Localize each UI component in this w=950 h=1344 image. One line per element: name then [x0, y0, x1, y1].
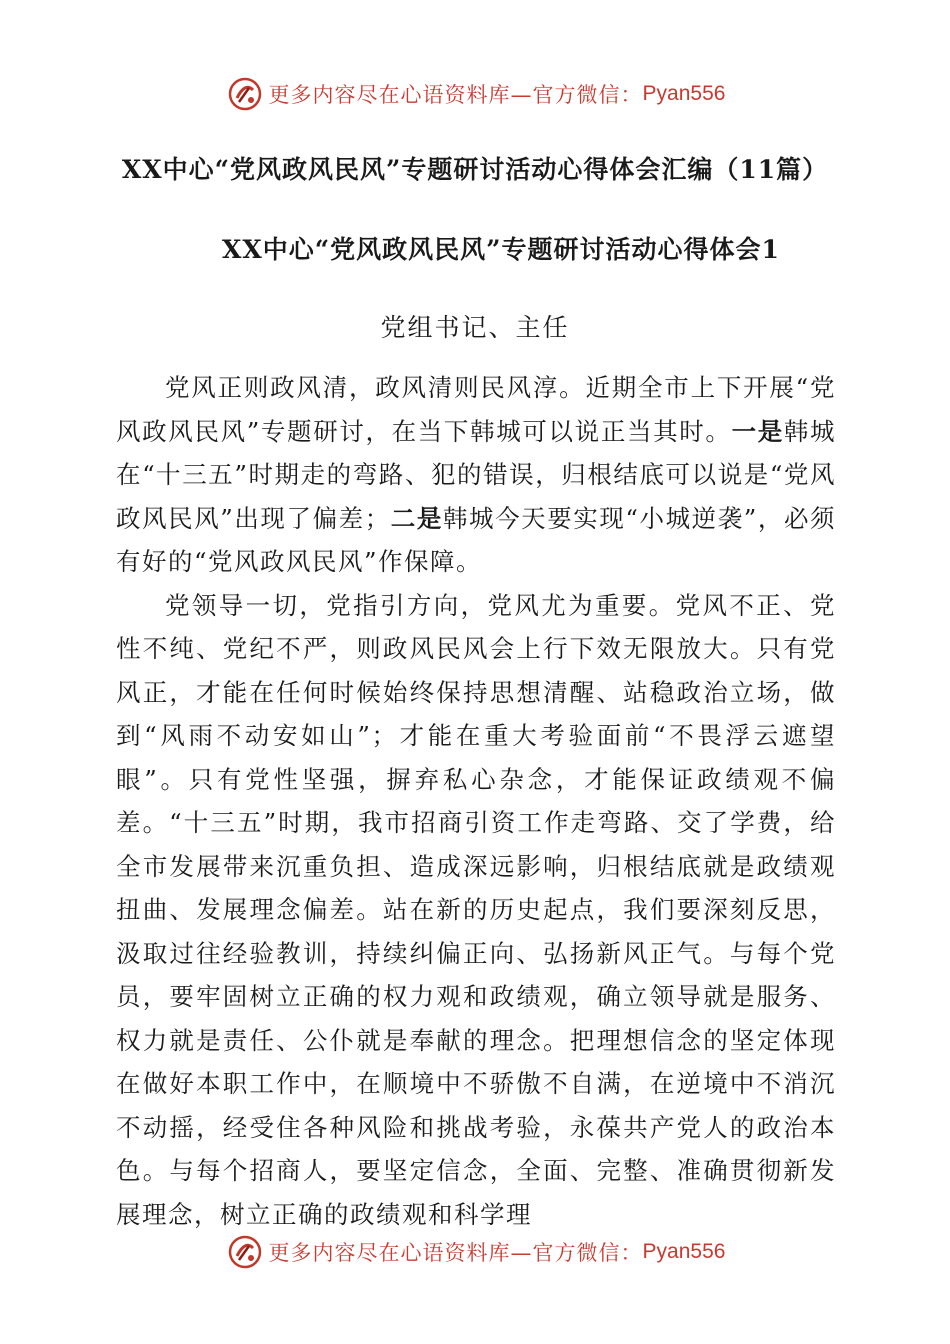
- document-author: 党组书记、主任: [380, 313, 570, 342]
- brand-logo-icon: [225, 1232, 265, 1272]
- paragraph-1-text-a: 党风正则政风清，政风清则民风淳。近期全市上下开展“党风政风民风”专题研讨，在当下韩城可以说正当其时。: [116, 373, 836, 446]
- document-sub-title: XX中心“党风政风民风”专题研讨活动心得体会1: [222, 235, 780, 264]
- paragraph-2: 党领导一切，党指引方向，党风尤为重要。党风不正、党性不纯、党纪不严，则政风民风会上行下效无限放大。只有党风正，才能在任何时候始终保持思想清醒、站稳政治立场，做到“风雨不动安如山”；才能在重大考验面前“不畏浮云遮望眼”。只有党性坚强，摒弃私心杂念，才能保证政绩观不偏差。“十三五”时期，我市招商引资工作走弯路、交了学费，给全市发展带来沉重负担、造成深远影响，归根结底就是政绩观扭曲、发展理念偏差。站在新的历史起点，我们要深刻反思，汲取过往经验教训，持续纠偏正向、弘扬新风正气。与每个党员，要牢固树立正确的权力观和政绩观，确立领导就是服务、权力就是责任、公仆就是奉献的理念。把理想信念的坚定体现在做好本职工作中，在顺境中不骄傲不自满，在逆境中不消沉不动摇，经受住各种风险和挑战考验，永葆共产党人的政治本色。与每个招商人，要坚定信念，全面、完整、准确贯彻新发展理念，树立正确的政绩观和科学理: [116, 590, 836, 1229]
- paragraph-1-bold-2: 二是: [390, 503, 443, 533]
- brand-logo-icon: [225, 74, 265, 114]
- banner-text: 更多内容尽在心语资料库: [268, 1241, 511, 1265]
- paragraph-1-text-d: 韩城今天要实现“小城逆袭”，必须有好的“党风政风民风”作保障。: [116, 503, 837, 576]
- banner-dash: —: [510, 1241, 533, 1265]
- banner-dash: —: [510, 83, 533, 107]
- banner-wechat-label: 官方微信：: [532, 1241, 643, 1265]
- banner-wechat-id: Pyan556: [642, 82, 726, 105]
- banner-text: 更多内容尽在心语资料库: [268, 83, 511, 107]
- document-main-title: XX中心“党风政风民风”专题研讨活动心得体会汇编（11篇）: [121, 155, 829, 184]
- footer-banner: [0, 1228, 950, 1276]
- document-body: [116, 366, 836, 1236]
- paragraph-1: [116, 366, 836, 584]
- banner-wechat-id: Pyan556: [642, 1240, 726, 1263]
- paragraph-1-bold-1: 一是: [731, 416, 784, 446]
- paragraph-1-text-c: 韩城在“十三五”时期走的弯路、犯的错误，归根结底可以说是“党风政风民风”出现了偏差；: [116, 416, 837, 533]
- banner-wechat-label: 官方微信：: [532, 83, 643, 107]
- header-banner: [0, 70, 950, 118]
